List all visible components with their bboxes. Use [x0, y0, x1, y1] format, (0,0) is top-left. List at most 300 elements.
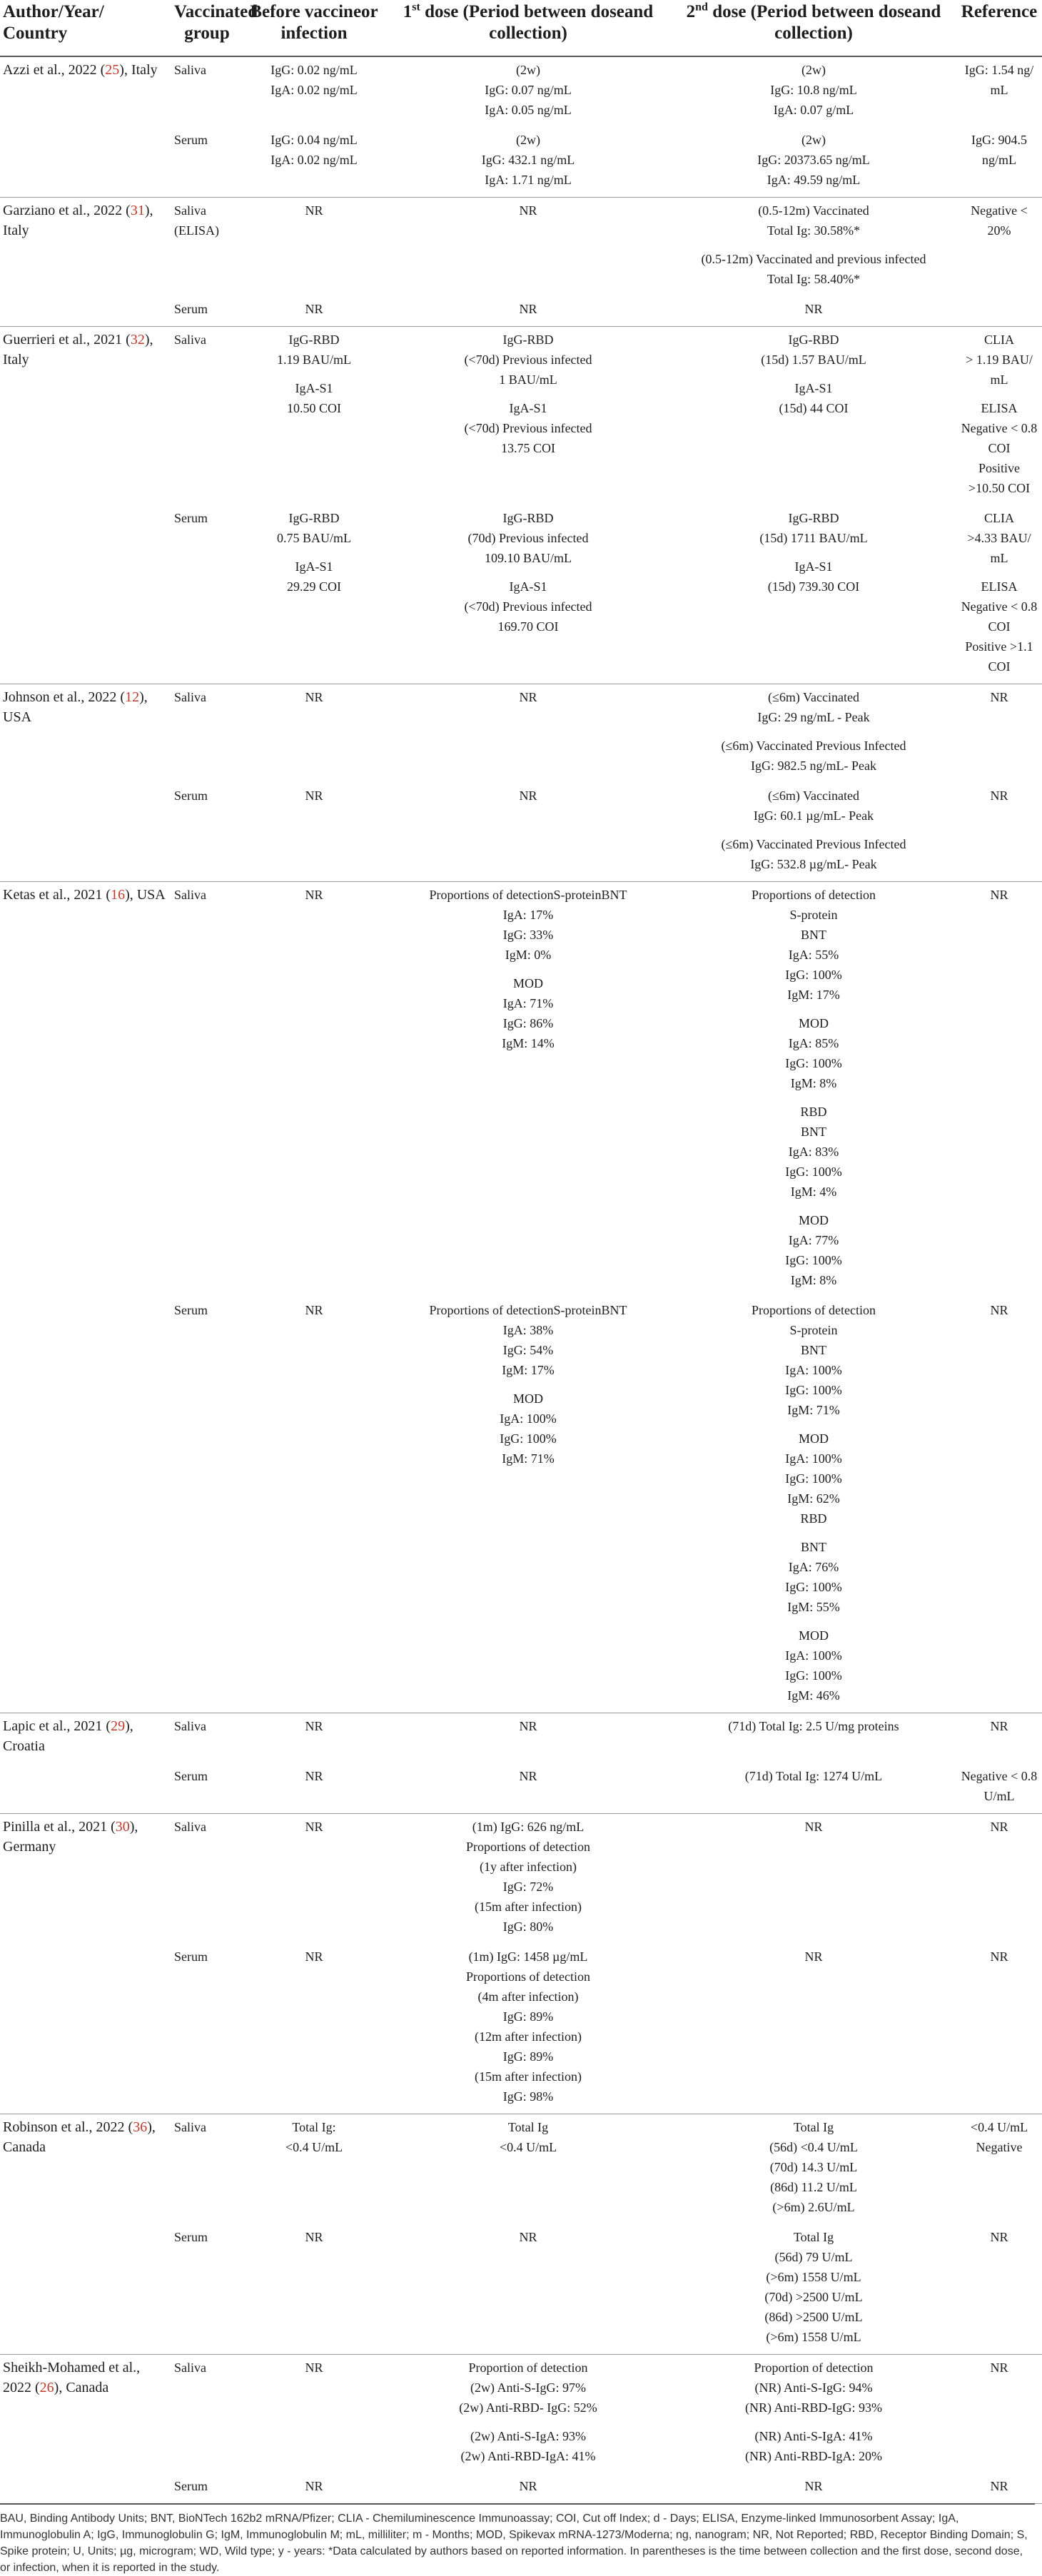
- reference-cell: [956, 1814, 1042, 1944]
- cell-line: NR: [990, 1303, 1008, 1317]
- cell-line: ELISA: [981, 401, 1018, 415]
- cell-line: (2w) Anti-S-IgG: 97%: [470, 2380, 586, 2395]
- cell-line: (15m after infection): [475, 1900, 582, 1914]
- cell-line: Total Ig: [793, 2120, 834, 2134]
- dose1-cell: [385, 127, 671, 198]
- cell-line: NR: [804, 2479, 823, 2493]
- cell-line: (15m after infection): [475, 2069, 582, 2084]
- cell-line: MOD: [798, 1016, 829, 1030]
- cell-line: Positive >1.1 COI: [965, 639, 1033, 674]
- table-row: [0, 1297, 1042, 1713]
- before-cell: [243, 1713, 385, 1764]
- dose2-cell: [671, 505, 956, 684]
- cell-block: [388, 1300, 668, 1380]
- author-cell: [0, 296, 171, 327]
- reference-cell: [956, 2114, 1042, 2225]
- cell-line: IgG: 532.8 µg/mL- Peak: [750, 857, 877, 871]
- table-row: [0, 1713, 1042, 1764]
- before-cell: [243, 2114, 385, 2225]
- cell-block: [959, 577, 1039, 676]
- cell-line: Proportions of detectionS-proteinBNT: [429, 888, 627, 902]
- cell-block: [959, 1300, 1039, 1320]
- cell-block: [674, 1766, 954, 1786]
- cell-block: [388, 577, 668, 637]
- cell-block: [674, 508, 954, 548]
- citation-ref: 29: [111, 1718, 126, 1734]
- cell-block: [246, 2227, 383, 2247]
- cell-block: [388, 2426, 668, 2466]
- cell-line: IgA: 55%: [788, 948, 839, 962]
- dose1-cell: [385, 56, 671, 127]
- dose2-cell: [671, 1763, 956, 1814]
- cell-line: (86d) 11.2 U/mL: [770, 2180, 857, 2194]
- reference-cell: [956, 1713, 1042, 1764]
- cell-line: IgA: 0.07 g/mL: [773, 103, 854, 117]
- cell-line: IgM: 4%: [790, 1185, 837, 1199]
- citation-ref: 12: [125, 689, 140, 705]
- cell-block: [388, 973, 668, 1053]
- cell-line: Total Ig:: [292, 2120, 336, 2134]
- author-country: ), Germany: [3, 1819, 138, 1855]
- cell-line: 29.29 COI: [287, 579, 341, 594]
- cell-line: IgG: 98%: [502, 2089, 554, 2104]
- cell-line: IgA: 76%: [788, 1560, 839, 1574]
- cell-block: [674, 834, 954, 874]
- author-cell: [0, 1814, 171, 1944]
- cell-line: NR: [990, 2230, 1008, 2244]
- cell-line: Total Ig: [507, 2120, 549, 2134]
- dose2-cell: [671, 783, 956, 882]
- cell-block: [246, 330, 383, 370]
- dose1-cell: [385, 198, 671, 297]
- dose1-cell: [385, 2473, 671, 2504]
- cell-block: [674, 249, 954, 289]
- before-cell: [243, 56, 385, 127]
- dose2-cell: [671, 2114, 956, 2225]
- cell-line: S-protein: [789, 1323, 838, 1337]
- cell-line: (≤6m) Vaccinated: [768, 690, 859, 704]
- dose1-cell: [385, 327, 671, 506]
- cell-line: Negative < 0.8 U/mL: [961, 1769, 1038, 1803]
- cell-block: [674, 1429, 954, 1528]
- reference-cell: [956, 56, 1042, 127]
- cell-block: [674, 2476, 954, 2496]
- cell-block: [246, 60, 383, 100]
- table-row: [0, 127, 1042, 198]
- header-dose1-sup: st: [412, 1, 420, 14]
- cell-line: NR: [990, 888, 1008, 902]
- cell-block: [959, 1716, 1039, 1736]
- cell-line: NR: [804, 302, 823, 316]
- group-cell: Serum: [171, 2473, 243, 2504]
- dose2-cell: [671, 327, 956, 506]
- cell-block: [674, 687, 954, 727]
- cell-line: NR: [990, 1719, 1008, 1733]
- cell-line: Negative < 0.8 COI: [961, 421, 1038, 455]
- cell-block: [674, 1102, 954, 1202]
- cell-block: [388, 2227, 668, 2247]
- dose1-cell: [385, 684, 671, 784]
- cell-line: IgG: 60.1 µg/mL- Peak: [753, 808, 874, 823]
- cell-block: [674, 60, 954, 120]
- cell-line: (≤6m) Vaccinated: [768, 788, 859, 803]
- cell-line: IgG: 100%: [785, 1253, 842, 1267]
- cell-block: [959, 130, 1039, 170]
- author-cell: [0, 2114, 171, 2225]
- author-name: Pinilla et al., 2021 (: [3, 1819, 116, 1835]
- cell-line: (2w) Anti-RBD- IgG: 52%: [459, 2400, 597, 2415]
- cell-line: IgM: 55%: [787, 1600, 840, 1614]
- cell-line: IgA: 1.71 ng/mL: [485, 173, 572, 187]
- cell-line: (2w) Anti-RBD-IgA: 41%: [460, 2449, 596, 2463]
- cell-block: [959, 508, 1039, 568]
- cell-line: IgG: 89%: [502, 2049, 554, 2064]
- cell-line: IgG: 0.07 ng/mL: [485, 83, 572, 97]
- header-reference: Reference: [961, 2, 1038, 21]
- cell-block: [674, 1013, 954, 1093]
- header-dose2-sup: nd: [695, 1, 708, 14]
- group-cell: Saliva: [174, 1820, 206, 1834]
- dose1-cell: [385, 2114, 671, 2225]
- cell-line: Proportions of detection: [466, 1840, 590, 1854]
- cell-line: Total Ig: 58.40%*: [767, 272, 861, 286]
- cell-line: (71d) Total Ig: 2.5 U/mg proteins: [728, 1719, 899, 1733]
- dose2-cell: [671, 127, 956, 198]
- header-before: Before vaccineor infection: [250, 2, 378, 43]
- cell-block: [246, 508, 383, 548]
- cell-line: (NR) Anti-S-IgA: 41%: [754, 2429, 873, 2443]
- header-dose2-text: dose (Period between doseand collection): [712, 2, 941, 43]
- before-cell: [243, 1297, 385, 1713]
- cell-line: IgM: 8%: [790, 1273, 837, 1287]
- cell-line: BNT: [801, 928, 826, 942]
- dose2-cell: [671, 2355, 956, 2474]
- cell-line: 169.70 COI: [497, 619, 559, 634]
- cell-line: (4m after infection): [477, 1989, 579, 2004]
- group-cell: Saliva: [174, 63, 206, 77]
- reference-cell: [956, 1763, 1042, 1814]
- cell-block: [246, 1716, 383, 1736]
- author-country: ), Italy: [3, 203, 153, 238]
- before-cell: [243, 1944, 385, 2114]
- before-cell: [243, 296, 385, 327]
- cell-line: IgG: 904.5 ng/mL: [971, 133, 1027, 167]
- cell-line: IgA: 0.02 ng/mL: [270, 153, 358, 167]
- cell-line: IgA: 85%: [788, 1036, 839, 1050]
- cell-block: [246, 201, 383, 220]
- cell-line: (56d) <0.4 U/mL: [769, 2140, 858, 2154]
- author-country: ), USA: [3, 689, 148, 725]
- dose1-cell: [385, 505, 671, 684]
- cell-line: IgG: 100%: [785, 1165, 842, 1179]
- cell-line: > 1.19 BAU/ mL: [966, 353, 1033, 387]
- cell-line: NR: [305, 2479, 323, 2493]
- cell-line: IgG-RBD: [788, 511, 839, 525]
- reference-cell: [956, 127, 1042, 198]
- table-footnote: BAU, Binding Antibody Units; BNT, BioNTech 162b2 mRNA/Pfizer; CLIA - Chemiluminescence Immunoassay; COI, Cut off Index; d - Days; ELISA, Enzyme-linked Immunosorbent Assay; IgA, Immunoglobulin A; IgG, Immunoglobulin G; IgM, Immunoglobulin M; mL, milliliter; m - Months; MOD, Spikevax mRNA-1273/Moderna; ng, nanogram; NR, Not Reported; RBD, Receptor Binding Domain; S, Spike protein; U, Units; µg, microgram; WD, Wild type; y - years: *Data calculated by authors based on reported information. In parentheses is the time between collection and the first dose, second dose, or infection, when it is reported in the study.: [0, 2503, 1035, 2576]
- cell-block: [246, 1947, 383, 1967]
- table-row: [0, 1944, 1042, 2114]
- cell-block: [674, 1947, 954, 1967]
- cell-line: IgM: 0%: [505, 948, 552, 962]
- dose1-cell: [385, 882, 671, 1298]
- cell-line: IgA: 49.59 ng/mL: [767, 173, 861, 187]
- cell-line: (>6m) 1558 U/mL: [766, 2330, 861, 2344]
- cell-block: [674, 557, 954, 597]
- cell-line: IgA-S1: [509, 401, 547, 415]
- cell-line: 10.50 COI: [287, 401, 341, 415]
- table-row: [0, 2224, 1042, 2355]
- cell-line: IgG: 72%: [502, 1880, 554, 1894]
- cell-block: [959, 2227, 1039, 2247]
- table-row: [0, 2355, 1042, 2474]
- cell-line: NR: [990, 2361, 1008, 2375]
- dose2-cell: [671, 2224, 956, 2355]
- cell-line: IgA: 100%: [785, 1363, 842, 1377]
- table-row: [0, 198, 1042, 297]
- cell-line: IgG: 100%: [785, 1668, 842, 1683]
- cell-block: [959, 398, 1039, 498]
- group-cell: Serum: [171, 505, 243, 684]
- table-row: [0, 2473, 1042, 2504]
- cell-line: NR: [305, 2361, 323, 2375]
- cell-block: [246, 378, 383, 418]
- cell-block: [674, 2426, 954, 2466]
- cell-line: IgM: 14%: [502, 1036, 555, 1050]
- author-cell: [0, 2355, 171, 2474]
- cell-line: CLIA: [984, 511, 1014, 525]
- cell-line: NR: [305, 2230, 323, 2244]
- header-dose2: 2nd dose (Period between doseand collection): [686, 1, 941, 43]
- before-cell: [243, 882, 385, 1298]
- author-cell: [0, 127, 171, 198]
- cell-line: NR: [305, 203, 323, 218]
- cell-line: IgA: 83%: [788, 1145, 839, 1159]
- group-cell: Serum: [171, 296, 243, 327]
- cell-line: IgG-RBD: [502, 333, 554, 347]
- cell-block: [674, 330, 954, 370]
- cell-block: [246, 2117, 383, 2157]
- cell-block: [674, 1300, 954, 1420]
- cell-line: IgG: 982.5 ng/mL- Peak: [751, 759, 876, 773]
- cell-block: [246, 1300, 383, 1320]
- cell-line: (<70d) Previous infected: [464, 599, 592, 614]
- cell-line: (>6m) 2.6U/mL: [772, 2200, 855, 2214]
- group-cell: Saliva: [174, 2120, 206, 2134]
- author-cell: [0, 505, 171, 684]
- cell-block: [674, 885, 954, 1005]
- cell-block: [674, 1626, 954, 1705]
- cell-line: Proportions of detection: [466, 1969, 590, 1984]
- group-cell: Serum: [171, 127, 243, 198]
- cell-line: Proportion of detection: [468, 2361, 588, 2375]
- cell-block: [674, 201, 954, 240]
- cell-block: [246, 687, 383, 707]
- cell-line: (71d) Total Ig: 1274 U/mL: [744, 1769, 883, 1783]
- dose1-cell: [385, 2355, 671, 2474]
- cell-line: 0.75 BAU/mL: [276, 531, 351, 545]
- cell-block: [674, 1716, 954, 1736]
- before-cell: [243, 783, 385, 882]
- cell-block: [388, 2358, 668, 2418]
- table-row: [0, 2114, 1042, 2225]
- cell-block: [674, 2227, 954, 2347]
- cell-line: <0.4 U/mL: [285, 2140, 343, 2154]
- cell-line: (2w): [516, 63, 540, 77]
- cell-line: IgA: 0.02 ng/mL: [270, 83, 358, 97]
- cell-line: IgA: 38%: [502, 1323, 554, 1337]
- cell-line: <0.4 U/mL: [970, 2120, 1028, 2134]
- header-group: Vaccinated group: [174, 2, 258, 43]
- cell-line: BNT: [801, 1540, 826, 1554]
- cell-block: [959, 885, 1039, 905]
- cell-block: [246, 2358, 383, 2378]
- cell-block: [959, 687, 1039, 707]
- dose2-cell: [671, 1944, 956, 2114]
- dose1-cell: [385, 1944, 671, 2114]
- cell-line: S-protein: [789, 908, 838, 922]
- cell-block: [959, 2476, 1039, 2496]
- cell-line: (2w): [801, 133, 826, 147]
- dose1-cell: [385, 1297, 671, 1713]
- cell-line: NR: [990, 1820, 1008, 1834]
- cell-block: [674, 299, 954, 319]
- table-row: [0, 783, 1042, 882]
- group-cell: Serum: [171, 783, 243, 882]
- cell-line: BNT: [801, 1343, 826, 1357]
- group-cell: Saliva: [174, 2361, 206, 2375]
- group-cell: Serum: [171, 1297, 243, 1713]
- cell-line: Positive >10.50 COI: [968, 461, 1031, 495]
- cell-line: IgA: 100%: [500, 1411, 557, 1426]
- author-country: ), Italy: [3, 332, 153, 367]
- reference-cell: [956, 296, 1042, 327]
- dose2-cell: [671, 684, 956, 784]
- cell-block: [674, 2358, 954, 2418]
- cell-block: [246, 1817, 383, 1837]
- before-cell: [243, 2224, 385, 2355]
- cell-line: (86d) >2500 U/mL: [764, 2310, 863, 2324]
- cell-block: [674, 378, 954, 418]
- cell-line: Negative < 20%: [971, 203, 1028, 238]
- before-cell: [243, 198, 385, 297]
- cell-block: [246, 786, 383, 806]
- author-country: ), Croatia: [3, 1718, 133, 1754]
- table-row: [0, 1814, 1042, 1944]
- cell-line: Total Ig: 30.58%*: [767, 223, 861, 238]
- reference-cell: [956, 882, 1042, 1298]
- cell-block: [388, 299, 668, 319]
- cell-line: IgG: 100%: [785, 1471, 842, 1486]
- author-cell: [0, 56, 171, 127]
- table-row: [0, 56, 1042, 127]
- cell-line: IgG: 100%: [785, 1383, 842, 1397]
- cell-line: (2w): [516, 133, 540, 147]
- before-cell: [243, 1814, 385, 1944]
- cell-line: NR: [305, 1719, 323, 1733]
- cell-block: [388, 1716, 668, 1736]
- cell-line: IgM: 71%: [787, 1403, 840, 1417]
- dose1-cell: [385, 2224, 671, 2355]
- cell-block: [388, 2476, 668, 2496]
- cell-line: RBD: [800, 1105, 827, 1119]
- cell-line: (15d) 1711 BAU/mL: [759, 531, 868, 545]
- cell-block: [674, 786, 954, 826]
- author-country: ), Italy: [119, 62, 158, 78]
- header-dose1-text: dose (Period between doseand collection): [425, 2, 654, 43]
- cell-line: (NR) Anti-RBD-IgA: 20%: [745, 2449, 882, 2463]
- citation-ref: 36: [133, 2119, 148, 2135]
- cell-line: Proportions of detectionS-proteinBNT: [429, 1303, 627, 1317]
- cell-line: Negative < 0.8 COI: [961, 599, 1038, 634]
- cell-line: IgG: 432.1 ng/mL: [481, 153, 575, 167]
- cell-block: [959, 1947, 1039, 1967]
- cell-block: [959, 60, 1039, 100]
- before-cell: [243, 2473, 385, 2504]
- author-name: Johnson et al., 2022 (: [3, 689, 126, 705]
- cell-line: NR: [305, 1769, 323, 1783]
- cell-line: IgM: 17%: [502, 1363, 555, 1377]
- cell-line: IgG: 10.8 ng/mL: [770, 83, 857, 97]
- cell-line: NR: [519, 2230, 537, 2244]
- cell-line: RBD: [800, 1511, 827, 1526]
- cell-line: IgG: 54%: [502, 1343, 554, 1357]
- cell-line: Negative: [976, 2140, 1023, 2154]
- cell-block: [246, 557, 383, 597]
- cell-block: [246, 299, 383, 319]
- cell-line: NR: [305, 888, 323, 902]
- cell-line: IgG: 89%: [502, 2009, 554, 2024]
- dose2-cell: [671, 296, 956, 327]
- group-cell: Serum: [171, 2224, 243, 2355]
- group-cell: Saliva: [174, 1719, 206, 1733]
- cell-line: MOD: [798, 1431, 829, 1446]
- cell-block: [674, 2117, 954, 2217]
- cell-line: 109.10 BAU/mL: [484, 551, 572, 565]
- author-country: ), Canada: [3, 2119, 156, 2155]
- cell-line: (<70d) Previous infected: [464, 353, 592, 367]
- author-cell: [0, 1763, 171, 1814]
- cell-line: (70d) 14.3 U/mL: [769, 2160, 858, 2174]
- author-cell: [0, 882, 171, 1298]
- cell-line: NR: [305, 788, 323, 803]
- cell-line: BNT: [801, 1125, 826, 1139]
- cell-block: [959, 1766, 1039, 1806]
- before-cell: [243, 327, 385, 506]
- dose1-cell: [385, 1763, 671, 1814]
- cell-line: IgG: 80%: [502, 1920, 554, 1934]
- cell-line: MOD: [798, 1628, 829, 1643]
- cell-line: (15d) 44 COI: [779, 401, 849, 415]
- cell-line: IgA-S1: [509, 579, 547, 594]
- author-country: ), Canada: [54, 2380, 109, 2395]
- dose1-cell: [385, 783, 671, 882]
- author-name: Robinson et al., 2022 (: [3, 2119, 133, 2135]
- cell-block: [959, 786, 1039, 806]
- cell-line: MOD: [512, 1391, 543, 1406]
- group-cell: Saliva: [174, 333, 206, 347]
- cell-block: [388, 2117, 668, 2157]
- cell-line: NR: [305, 302, 323, 316]
- cell-line: NR: [990, 1949, 1008, 1964]
- cell-block: [388, 885, 668, 965]
- author-name: Lapic et al., 2021 (: [3, 1718, 111, 1734]
- before-cell: [243, 1763, 385, 1814]
- cell-line: IgG: 100%: [785, 968, 842, 982]
- cell-line: NR: [519, 788, 537, 803]
- table-row: [0, 327, 1042, 506]
- cell-block: [246, 885, 383, 905]
